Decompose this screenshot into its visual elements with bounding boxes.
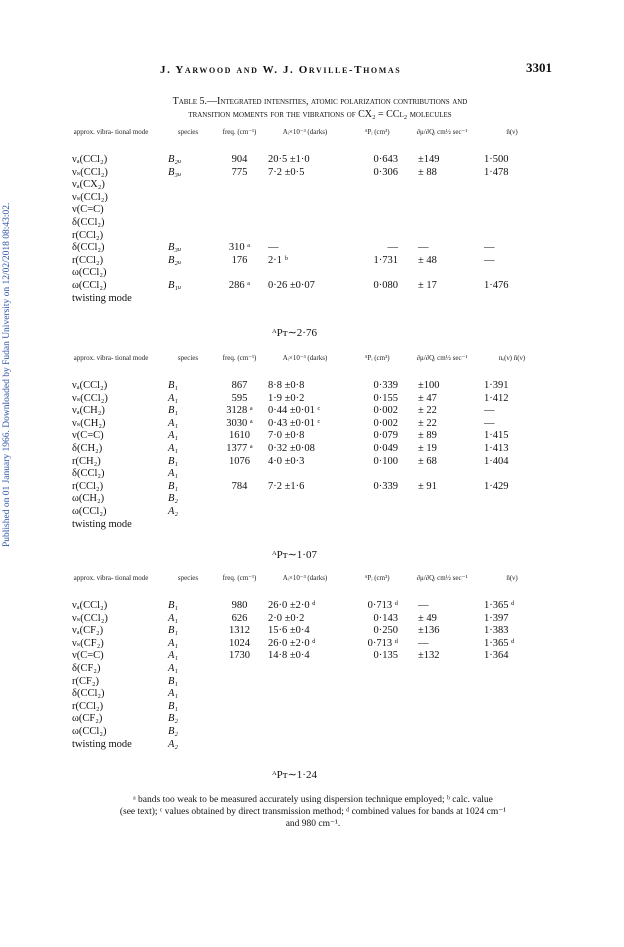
cell-mode: ν(C=C) [72,430,104,442]
table-row [72,443,552,456]
cell-mode: ω(CCl₂) [72,505,107,517]
cell-ap: 0·143 [373,612,398,624]
table-row [72,430,552,443]
column-header-ai: Aᵢ×10⁻³ (darks) [282,574,328,582]
footnote-line-3: and 980 cm⁻¹. [285,819,341,829]
cell-n: 1·415 [484,430,509,442]
column-header-ap: ᴬPᵢ (cm³) [364,128,390,136]
cell-mode: r(CCl₂) [72,700,104,712]
table-row [72,519,552,532]
cell-n: 1·476 [484,279,509,291]
cell-ai: 26·0 ±2·0 ᵈ [268,637,316,649]
cell-freq: 3128 ᵃ [226,405,253,417]
apt-value-1: ᴬPᴛ∼2·76 [272,327,317,339]
cell-n: — [484,254,495,266]
table-block-1 [72,128,552,305]
cell-mode: ω(CH₂) [72,493,105,505]
column-header-n: n̄(ν) [506,574,518,582]
table-row [72,293,552,306]
cell-ai: 0·32 ±0·08 [268,442,315,454]
cell-ap: 0·002 [373,417,398,429]
cell-n: 1·404 [484,455,509,467]
cell-mode: νₐ(CCl₂) [72,380,108,391]
table-header-row [72,128,552,154]
table-row [72,456,552,469]
table-header-row [72,354,552,380]
cell-ai: 7·0 ±0·8 [268,430,305,442]
cell-mode: νₛ(CCl₂) [72,166,108,178]
cell-ai: 2·0 ±0·2 [268,612,305,624]
footnote-line-2: (see text); ᶜ values obtained by direct transmission method; ᵈ combined values for bands at 1024 cm⁻¹ [119,807,507,817]
cell-species: A₁ [168,468,179,480]
cell-mode: ν(C=C) [72,650,104,662]
apt-value-2: ᴬPᴛ∼1·07 [272,549,317,561]
cell-dm: — [418,242,429,254]
table-row [72,393,552,406]
column-header-species: species [177,354,199,362]
cell-mode: r(CCl₂) [72,254,104,266]
page-number: 3301 [526,60,552,75]
column-header-species: species [177,128,199,136]
column-header-dm: ∂μ/∂Qᵢ cm½ sec⁻¹ [416,574,468,582]
table-row [72,663,552,676]
cell-species: A₁ [168,662,179,674]
cell-freq: 1024 [229,637,250,649]
cell-species: B₁ᵤ [168,279,182,291]
cell-mode: νₐ(CH₂) [72,405,105,417]
cell-ai: 0·26 ±0·07 [268,279,315,291]
download-watermark: Published on 01 January 1966. Downloaded by Fudan University on 12/02/2018 08:43:02. [2,202,12,548]
column-header-ap: ᴬPᵢ (cm³) [364,574,390,582]
cell-dm: ±132 [418,650,440,662]
cell-mode: ω(CF₂) [72,713,103,725]
cell-ap: 0·339 [373,380,398,391]
cell-species: B₃ᵤ [168,166,182,178]
cell-n: — [484,405,495,417]
table-row [72,167,552,180]
cell-dm: ± 47 [418,392,437,404]
cell-dm: ±100 [418,380,440,391]
cell-freq: 1377 ᵃ [226,442,253,454]
cell-mode: δ(CH₂) [72,442,103,454]
table-row [72,600,552,613]
cell-mode: twisting mode [72,292,132,304]
cell-dm: ± 88 [418,166,437,178]
cell-freq: 1610 [229,430,250,442]
cell-ap: 0·002 [373,405,398,417]
cell-ap: 0·643 [373,154,398,165]
cell-mode: νₛ(CCl₂) [72,191,108,203]
cell-freq: 904 [231,154,248,165]
cell-mode: δ(CCl₂) [72,216,105,228]
cell-mode: ω(CCl₂) [72,725,107,737]
cell-mode: δ(CF₂) [72,662,101,674]
cell-dm: ± 22 [418,405,437,417]
cell-mode: νₐ(CCl₂) [72,600,108,611]
column-header-freq: freq. (cm⁻¹) [222,128,257,136]
table-row [72,739,552,752]
cell-species: B₁ [168,700,179,712]
cell-n: 1·478 [484,166,509,178]
cell-ai: 0·43 ±0·01 ᶜ [268,417,321,429]
cell-ap: 0·155 [373,392,398,404]
cell-mode: νₐ(CF₂) [72,625,104,637]
table-row [72,192,552,205]
cell-ai: 8·8 ±0·8 [268,380,305,391]
cell-species: A₁ [168,392,179,404]
cell-ap: 0·100 [373,455,398,467]
cell-dm: ± 89 [418,430,437,442]
cell-n: 1·364 [484,650,509,662]
table-row [72,255,552,268]
cell-ai: 0·44 ±0·01 ᶜ [268,405,321,417]
cell-n: 1·412 [484,392,509,404]
footnotes [70,794,556,830]
column-header-mode: approx. vibra- tional mode [73,574,149,582]
cell-dm: ± 91 [418,480,437,492]
cell-ap: 0·080 [373,279,398,291]
cell-n: 1·429 [484,480,509,492]
table-row [72,154,552,167]
cell-ai: 2·1 ᵇ [268,254,288,266]
column-header-ai: Aᵢ×10⁻³ (darks) [282,128,328,136]
cell-mode: δ(CCl₂) [72,688,105,700]
cell-species: B₁ [168,600,179,611]
cell-species: B₂ᵤ [168,154,182,165]
cell-freq: 3030 ᵃ [226,417,253,429]
table-row [72,613,552,626]
cell-n: 1·397 [484,612,509,624]
cell-species: B₁ [168,455,179,467]
cell-mode: r(CF₂) [72,675,99,687]
column-header-species: species [177,574,199,582]
cell-ap: 0·049 [373,442,398,454]
cell-freq: 626 [231,612,248,624]
cell-mode: ω(CCl₂) [72,279,107,291]
footnote-line-1: ᵃ bands too weak to be measured accurately using dispersion technique employed; ᵇ calc. value [133,795,493,805]
table-row [72,713,552,726]
cell-n: — [484,242,495,254]
cell-ap: 0·250 [373,625,398,637]
cell-ai: 15·6 ±0·4 [268,625,310,637]
cell-mode: νₐ(CCl₂) [72,154,108,165]
cell-n: 1·365 ᵈ [484,600,515,611]
cell-species: B₂ [168,725,179,737]
cell-mode: r(CCl₂) [72,480,104,492]
cell-freq: 310 ᵃ [228,242,251,254]
cell-species: A₁ [168,430,179,442]
cell-species: A₁ [168,417,179,429]
table-row [72,676,552,689]
caption-line-2: transition moments for the vibrations of CX₂ = CCl₂ molecules [188,109,452,120]
cell-n: 1·500 [484,154,509,165]
table-caption [100,95,540,121]
caption-line-1: Table 5.—Integrated intensities, atomic polarization contributions and [172,96,468,107]
cell-dm: — [418,637,429,649]
running-head: J. Yarwood and W. J. Orville-Thomas [160,64,402,76]
cell-freq: 1730 [229,650,250,662]
cell-ap: 0·306 [373,166,398,178]
cell-dm: ± 17 [418,279,437,291]
cell-mode: δ(CCl₂) [72,242,105,254]
cell-freq: 595 [231,392,248,404]
table-row [72,418,552,431]
cell-ai: 7·2 ±0·5 [268,166,305,178]
table-row [72,493,552,506]
cell-mode: νₛ(CH₂) [72,417,106,429]
cell-freq: 176 [231,254,248,266]
cell-freq: 867 [231,380,248,391]
apt-value-3: ᴬPᴛ∼1·24 [272,769,317,781]
column-header-ai: Aᵢ×10⁻³ (darks) [282,354,328,362]
cell-freq: 784 [231,480,248,492]
cell-species: B₁ [168,380,179,391]
cell-mode: νₐ(CX₂) [72,179,105,191]
cell-species: B₂ᵤ [168,254,182,266]
cell-ai: 20·5 ±1·0 [268,154,310,165]
cell-n: — [484,417,495,429]
column-header-dm: ∂μ/∂Qᵢ cm½ sec⁻¹ [416,128,468,136]
column-header-freq: freq. (cm⁻¹) [222,574,257,582]
cell-dm: — [418,600,429,611]
cell-ap: 0·713 ᵈ [367,637,398,649]
cell-dm: ±149 [418,154,440,165]
cell-species: B₁ [168,405,179,417]
cell-species: B₁ [168,675,179,687]
cell-mode: r(CCl₂) [72,229,104,241]
table-block-3 [72,574,552,751]
cell-freq: 1312 [229,625,250,637]
cell-ai: 14·8 ±0·4 [268,650,310,662]
table-row [72,242,552,255]
table-row [72,726,552,739]
cell-freq: 775 [231,166,248,178]
cell-ap: 0·713 ᵈ [367,600,398,611]
table-row [72,204,552,217]
column-header-n: nₑ(ν) n̄(ν) [498,354,526,362]
cell-ai: — [268,242,279,254]
cell-ai: 7·2 ±1·6 [268,480,305,492]
table-row [72,267,552,280]
column-header-mode: approx. vibra- tional mode [73,354,149,362]
cell-species: A₂ [168,505,179,517]
table-row [72,650,552,663]
cell-species: A₁ [168,650,179,662]
cell-species: A₂ [168,738,179,750]
cell-ap: — [387,242,398,254]
cell-mode: νₛ(CCl₂) [72,612,108,624]
table-row [72,638,552,651]
table-row [72,468,552,481]
cell-dm: ± 68 [418,455,437,467]
cell-n: 1·391 [484,380,509,391]
cell-dm: ±136 [418,625,440,637]
cell-species: A₁ [168,637,179,649]
cell-dm: ± 19 [418,442,437,454]
cell-n: 1·365 ᵈ [484,637,515,649]
table-block-2 [72,354,552,531]
cell-ai: 26·0 ±2·0 ᵈ [268,600,316,611]
cell-freq: 1076 [229,455,250,467]
table-row [72,506,552,519]
cell-mode: r(CH₂) [72,455,101,467]
cell-n: 1·383 [484,625,509,637]
column-header-mode: approx. vibra- tional mode [73,128,149,136]
table-row [72,179,552,192]
table-row [72,625,552,638]
cell-dm: ± 48 [418,254,437,266]
column-header-ap: ᴬPᵢ (cm³) [364,354,390,362]
table-header-row [72,574,552,600]
cell-mode: ν(C=C) [72,204,104,216]
cell-mode: δ(CCl₂) [72,468,105,480]
table-row [72,688,552,701]
table-row [72,280,552,293]
cell-ap: 0·339 [373,480,398,492]
cell-species: A₁ [168,688,179,700]
cell-species: B₂ [168,713,179,725]
cell-mode: νₛ(CF₂) [72,637,104,649]
cell-ap: 0·135 [373,650,398,662]
cell-ap: 0·079 [373,430,398,442]
cell-mode: νₛ(CCl₂) [72,392,108,404]
table-row [72,217,552,230]
cell-freq: 286 ᵃ [228,279,251,291]
cell-ap: 1·731 [373,254,398,266]
cell-species: B₃ᵤ [168,242,182,254]
table-row [72,230,552,243]
cell-ai: 1·9 ±0·2 [268,392,305,404]
cell-species: A₁ [168,442,179,454]
column-header-freq: freq. (cm⁻¹) [222,354,257,362]
table-row [72,405,552,418]
cell-n: 1·413 [484,442,509,454]
cell-species: B₂ [168,493,179,505]
column-header-dm: ∂μ/∂Qᵢ cm½ sec⁻¹ [416,354,468,362]
cell-dm: ± 49 [418,612,437,624]
table-row [72,380,552,393]
column-header-n: n̄(ν) [506,128,518,136]
table-row [72,701,552,714]
cell-mode: twisting mode [72,738,132,750]
table-row [72,481,552,494]
cell-species: B₁ [168,625,179,637]
cell-mode: ω(CCl₂) [72,267,107,279]
cell-mode: twisting mode [72,518,132,530]
cell-ai: 4·0 ±0·3 [268,455,305,467]
cell-dm: ± 22 [418,417,437,429]
cell-species: A₁ [168,612,179,624]
cell-species: B₁ [168,480,179,492]
cell-freq: 980 [231,600,248,611]
